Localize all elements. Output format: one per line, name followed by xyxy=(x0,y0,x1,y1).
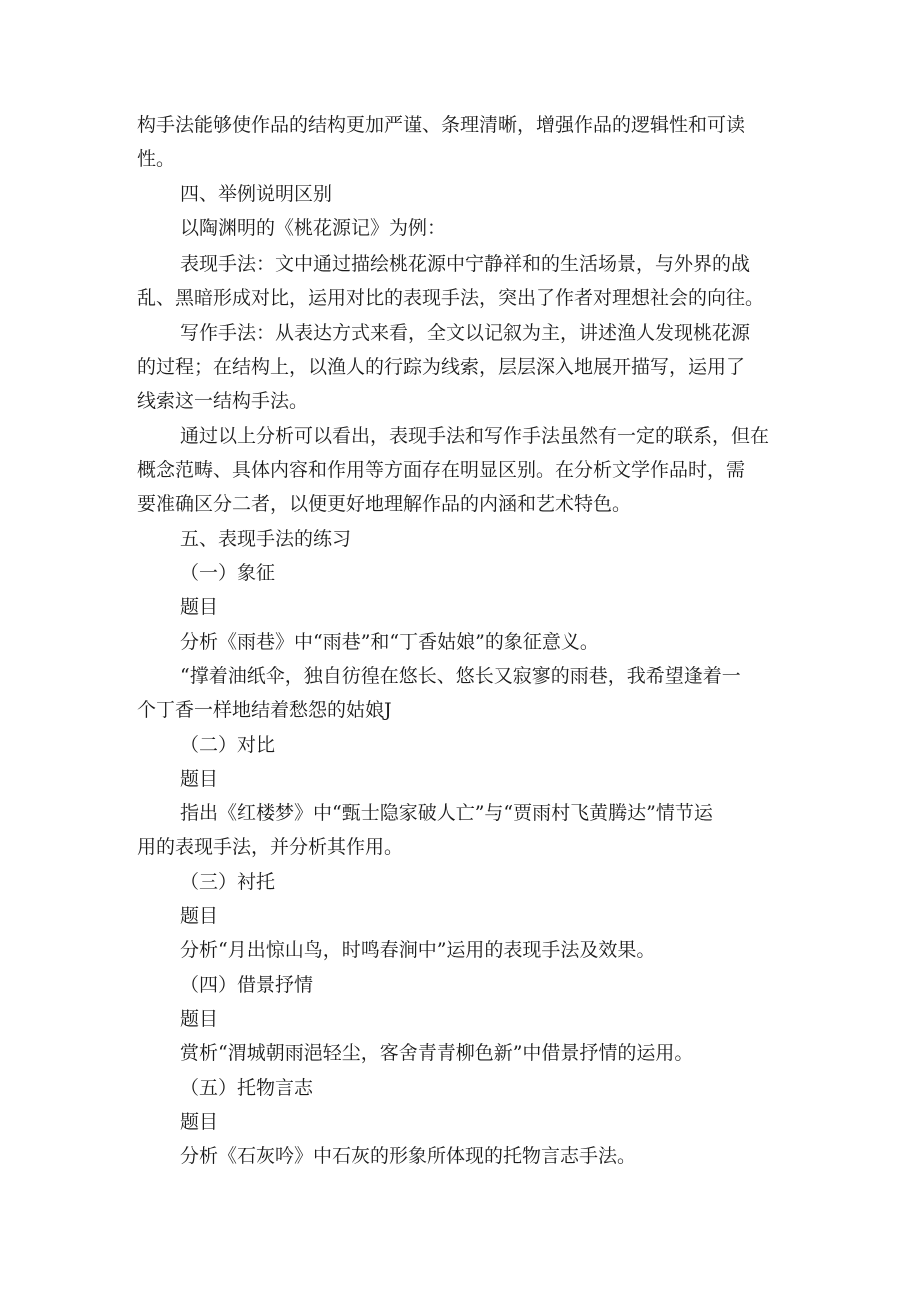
paragraph-line: 概念范畴、具体内容和作用等方面存在明显区别。在分析文学作品时，需 xyxy=(137,459,746,481)
paragraph-line: 要准确区分二者，以便更好地理解作品的内涵和艺术特色。 xyxy=(137,493,632,515)
paragraph-line: 性。 xyxy=(137,148,176,170)
exercise-title: （一）象征 xyxy=(180,562,276,584)
paragraph-line: 线索这一结构手法。 xyxy=(137,390,309,412)
section-heading: 四、举例说明区别 xyxy=(180,183,333,205)
paragraph-line: 的过程；在结构上，以渔人的行踪为线索，层层深入地展开描写，运用了 xyxy=(137,356,746,378)
paragraph-line: 乱、黑暗形成对比，运用对比的表现手法，突出了作者对理想社会的向往。 xyxy=(137,287,765,309)
paragraph-line: 构手法能够使作品的结构更加严谨、条理清晰，增强作品的逻辑性和可读 xyxy=(137,114,746,136)
exercise-quote-line: “撑着油纸伞，独自彷徨在悠长、悠长又寂寥的雨巷，我希望逢着一 xyxy=(180,665,741,687)
exercise-title: （三）衬托 xyxy=(180,871,276,893)
exercise-label: 题目 xyxy=(180,596,219,618)
exercise-question: 指出《红楼梦》中“甄士隐家破人亡”与“贾雨村飞黄腾达”情节运 xyxy=(180,802,713,824)
paragraph-line: 通过以上分析可以看出，表现手法和写作手法虽然有一定的联系，但在 xyxy=(180,425,770,447)
section-heading: 五、表现手法的练习 xyxy=(180,528,352,550)
exercise-question: 赏析“渭城朝雨浥轻尘，客舍青青柳色新”中借景抒情的运用。 xyxy=(180,1042,694,1064)
exercise-question: 分析《雨巷》中“雨巷”和“丁香姑娘”的象征意义。 xyxy=(180,631,599,653)
exercise-title: （四）借景抒情 xyxy=(180,974,314,996)
paragraph-line: 以陶渊明的《桃花源记》为例： xyxy=(180,217,447,239)
exercise-label: 题目 xyxy=(180,1111,219,1133)
exercise-title: （五）托物言志 xyxy=(180,1077,314,1099)
exercise-question: 用的表现手法，并分析其作用。 xyxy=(137,836,404,858)
paragraph-line: 写作手法：从表达方式来看，全文以记叙为主，讲述渔人发现桃花源 xyxy=(180,322,751,344)
exercise-quote-line: 个丁香一样地结着愁怨的姑娘J xyxy=(137,699,392,721)
exercise-label: 题目 xyxy=(180,1008,219,1030)
exercise-question: 分析“月出惊山鸟，时鸣春涧中”运用的表现手法及效果。 xyxy=(180,939,656,961)
paragraph-line: 表现手法：文中通过描绘桃花源中宁静祥和的生活场景，与外界的战 xyxy=(180,253,751,275)
exercise-label: 题目 xyxy=(180,905,219,927)
exercise-title: （二）对比 xyxy=(180,734,276,756)
exercise-label: 题目 xyxy=(180,768,219,790)
exercise-question: 分析《石灰吟》中石灰的形象所体现的托物言志手法。 xyxy=(180,1145,637,1167)
